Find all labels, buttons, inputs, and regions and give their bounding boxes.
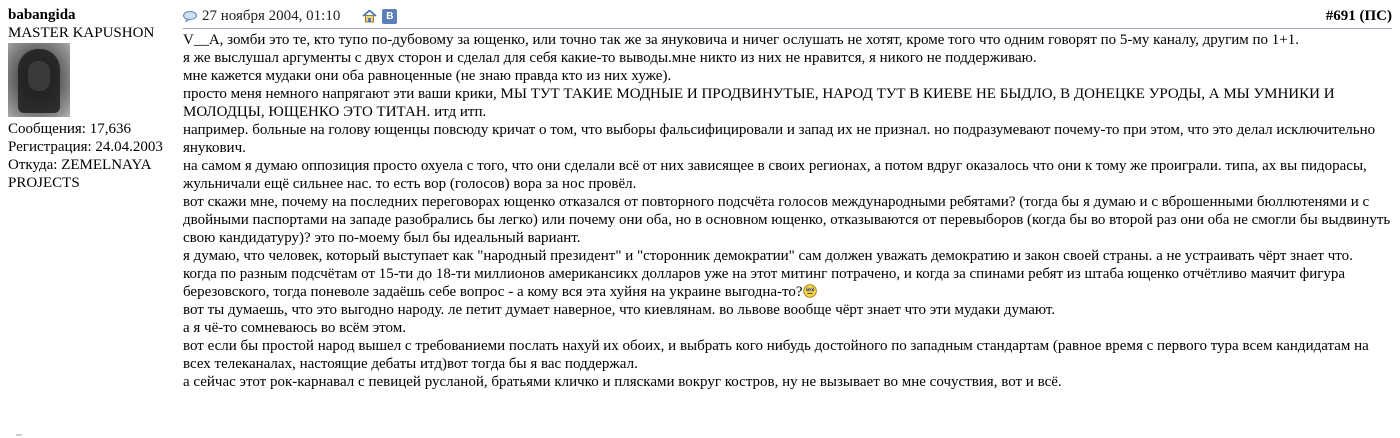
post-line-with-smiley [183, 265, 1392, 301]
post-line: вот скажи мне, почему на последних переговорах ющенко отказался от повторного подсчёта голосов международными ребятами? (тогда бы я думаю и с вброшенными бюллютенями и с двойными паспортами на западе разобрались бы легко) или почему они оба, но в основном ющенко, отказываются от перевыборов (когда бы во второй раз они оба не смогли бы выдвинуть свою кандидатуру)? это по-моему был бы идеальный вариант. [183, 194, 1391, 246]
confused-smiley-icon [803, 284, 817, 298]
username[interactable]: babangida [8, 7, 76, 23]
user-location: Откуда: ZEMELNAYA PROJECTS [8, 157, 151, 191]
post-line: а я чё-то сомневаюсь во всём этом. [183, 320, 406, 336]
post-line: на самом я думаю оппозиция просто охуела с того, что они сделали всё от них зависящее в своих регионах, а потом вдруг оказалось что они к тому же проиграли. типа, ах вы пидорасы, жульничали ещё сильнее нас. то есть вор (голосов) вора за нос провёл. [183, 158, 1367, 192]
home-icon[interactable] [362, 9, 377, 23]
post-line: когда по разным подсчётам от 15-ти до 18-ти миллионов американсикх долларов уже на этот митинг потрачено, и когда за спинами ребят из штаба ющенко отчётливо маячит фигура березовского, тогда поневоле задаёшь себе вопрос - а кому вся эта хуйня на украине выгодна-то? [183, 266, 1346, 300]
post-date: 27 ноября 2004, 01:10 [202, 8, 341, 24]
user-title: MASTER KAPUSHON [8, 25, 155, 41]
post-line: вот если бы простой народ вышел с требованиеми послать нахуй их обоих, и выбрать кого нибудь достойного по западным стандартам (равное время с первого тура всем кандидатам на всех телеканалах, настоящие дебаты итд)вот тогда бы я вас поддержал. [183, 338, 1369, 372]
ps-link[interactable]: (ПС) [1359, 8, 1392, 24]
post-content [183, 6, 1392, 391]
vk-icon[interactable]: B [382, 9, 397, 24]
post-body [183, 31, 1392, 391]
post-line: я думаю, что человек, который выступает как "народный президент" и "сторонник демократии" сам должен уважать демократию и закон своей страны. а не устраивать чёрт знает что. [183, 248, 1353, 264]
post-line: я же выслушал аргументы с двух сторон и сделал для себя какие-то выводы.мне никто из них не нравится, я никого не поддерживаю. [183, 50, 1037, 66]
user-post-count: Сообщения: 17,636 [8, 121, 131, 137]
forum-post [8, 6, 1392, 391]
user-info [8, 6, 183, 391]
avatar[interactable] [8, 43, 70, 117]
post-line: V__A, зомби это те, кто тупо по-дубовому за ющенко, или точно так же за януковича и ничег ослушать не хотят, кроме того что одним говорят по 5-му каналу, другим по 1+1. [183, 32, 1300, 48]
avatar-face [28, 61, 50, 91]
user-registered: Регистрация: 24.04.2003 [8, 139, 163, 155]
post-header [183, 6, 1392, 29]
post-number-link[interactable]: #691 [1325, 8, 1356, 24]
bottom-divider [16, 434, 22, 436]
post-icon [183, 11, 197, 21]
post-number-area [1326, 7, 1392, 25]
post-line: а сейчас этот рок-карнавал с певицей руслaной, братьями кличко и плясками вокруг костров, ну не вызывает во мне сочуствия, вот и всё. [183, 374, 1062, 390]
post-line: например. больные на голову ющенцы повсюду кричат о том, что выборы фальсифицировали и запад их не признал. но подразумевают почему-то при этом, что это делал исключительно янукович. [183, 122, 1376, 156]
post-line: просто меня немного напрягают эти ваши крики, МЫ ТУТ ТАКИЕ МОДНЫЕ И ПРОДВИНУТЫЕ, НАРОД ТУТ В КИЕВЕ НЕ БЫДЛО, В ДОНЕЦКЕ УРОДЫ, А МЫ УМНИКИ И МОЛОДЦЫ, ЮЩЕНКО ЭТО ТИТАН. итд итп. [183, 86, 1335, 120]
post-line: вот ты думаешь, что это выгодно народу. ле петит думает наверное, что киевлянам. во львове вообще чёрт знает что эти мудаки думают. [183, 302, 1056, 318]
post-line: мне кажется мудаки они оба равноценные (не знаю правда кто из них хуже). [183, 68, 672, 84]
